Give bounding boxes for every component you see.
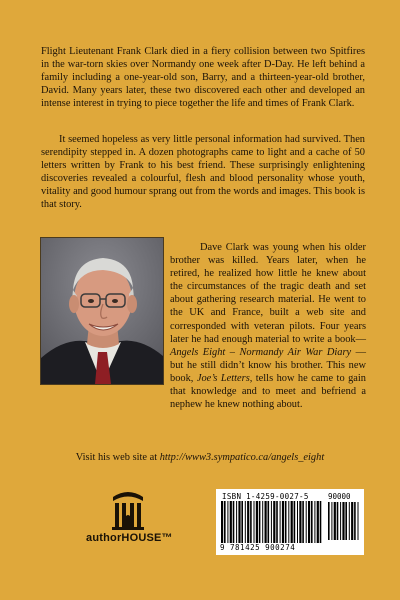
barcode-bar (236, 501, 237, 543)
barcode-bar (288, 501, 289, 543)
website-prefix: Visit his web site at (75, 452, 160, 463)
barcode-bar (230, 501, 232, 543)
barcode-bar (276, 501, 278, 543)
barcode-bar (302, 501, 304, 543)
barcode-bar (227, 501, 228, 543)
website-url[interactable]: http://www3.sympatico.ca/angels_eight (159, 452, 325, 463)
barcode-bar (268, 501, 270, 543)
website-line (0, 452, 400, 463)
ean-digits: 9 781425 900274 (220, 543, 296, 552)
barcode-bar (241, 501, 243, 543)
author-photo (40, 237, 164, 385)
bio-text-2: — but he still didn’t know his brother. This new book, (170, 346, 366, 384)
barcode-bar (351, 502, 353, 540)
barcode-bar (247, 501, 249, 543)
barcode-bar (271, 501, 272, 543)
barcode-bar (306, 501, 307, 543)
barcode-bar (221, 501, 223, 543)
barcode-bar (314, 501, 315, 543)
barcode-bar (294, 501, 296, 543)
barcode-bar (354, 502, 356, 540)
book-title-joes-letters: Joe’s Letters, (196, 372, 253, 384)
barcode-bar (245, 501, 246, 543)
bio-text-3: tells how he came to gain that knowledge and to meet and befriend a nephew he knew nothing about. (170, 372, 366, 411)
barcode-bar (334, 502, 336, 540)
barcode-bar (297, 501, 298, 543)
barcode-bar (233, 501, 235, 543)
author-bio (170, 241, 366, 411)
bio-text-1: Dave Clark was young when his older brother was killed. Years later, when he retired, he realized how little he knew about the circumstances of the tragic death and set about gathering research material. He went to the UK and France, built a web site and corresponded with veteran pilots. Four years later he had enough material to write a book— (170, 242, 366, 345)
barcode-bar (291, 501, 293, 543)
barcode-bar (358, 502, 359, 540)
isbn-barcode (216, 489, 364, 555)
isbn-label: ISBN 1-4259-0027-5 (222, 492, 309, 501)
barcode-bar (224, 501, 226, 543)
barcode-bar (254, 501, 255, 543)
publisher-logo (86, 489, 173, 549)
barcode-bar (280, 501, 281, 543)
barcode-bar (250, 501, 252, 543)
authorhouse-house-logo-icon (86, 489, 170, 531)
barcode-bar (308, 501, 310, 543)
barcode-bar (345, 502, 347, 540)
barcode-bar (282, 501, 284, 543)
barcode-bar (342, 502, 344, 540)
barcode-bar (259, 501, 261, 543)
barcode-bar (328, 502, 330, 540)
barcode-bar (273, 501, 275, 543)
barcode-bar (311, 501, 313, 543)
ean-barcode-bars (220, 501, 324, 543)
barcode-bar (340, 502, 341, 540)
author-portrait-photo (41, 238, 163, 384)
barcode-bar (331, 502, 332, 540)
synopsis-paragraph-2: It seemed hopeless as very little personal information had survived. Then serendipity stepped in. A dozen photographs came to light and a cache of 50 letters written by Frank to his best friend. These surprisingly enlightening discoveries revealed a colourful, flesh and blood personality whose youth, vitality and good humour sprang out from the words and images. This book is that story. (41, 134, 365, 211)
barcode-bar (299, 501, 301, 543)
barcode-bar (317, 501, 319, 543)
barcode-bar (262, 501, 263, 543)
publisher-name: authorHOUSE™ (86, 532, 173, 544)
barcode-bar (238, 501, 240, 543)
barcode-bar (337, 502, 339, 540)
book-title-angels-eight: Angels Eight – Normandy Air War Diary (170, 346, 352, 358)
price-code: 90000 (328, 492, 351, 501)
barcode-bar (285, 501, 287, 543)
price-addon-barcode-bars (327, 502, 361, 540)
barcode-bar (320, 501, 322, 543)
barcode-bar (349, 502, 350, 540)
barcode-bar (265, 501, 267, 543)
synopsis-paragraph-1: Flight Lieutenant Frank Clark died in a fiery collision between two Spitfires in the war-torn skies over Normandy one week after D-Day. He left behind a family including a one-year-old son, Barry, and a thirteen-year-old brother, David. Many years later, these two discovered each other and developed an intense interest in trying to piece together the life and times of Frank Clark. (41, 46, 365, 110)
barcode-bar (256, 501, 258, 543)
